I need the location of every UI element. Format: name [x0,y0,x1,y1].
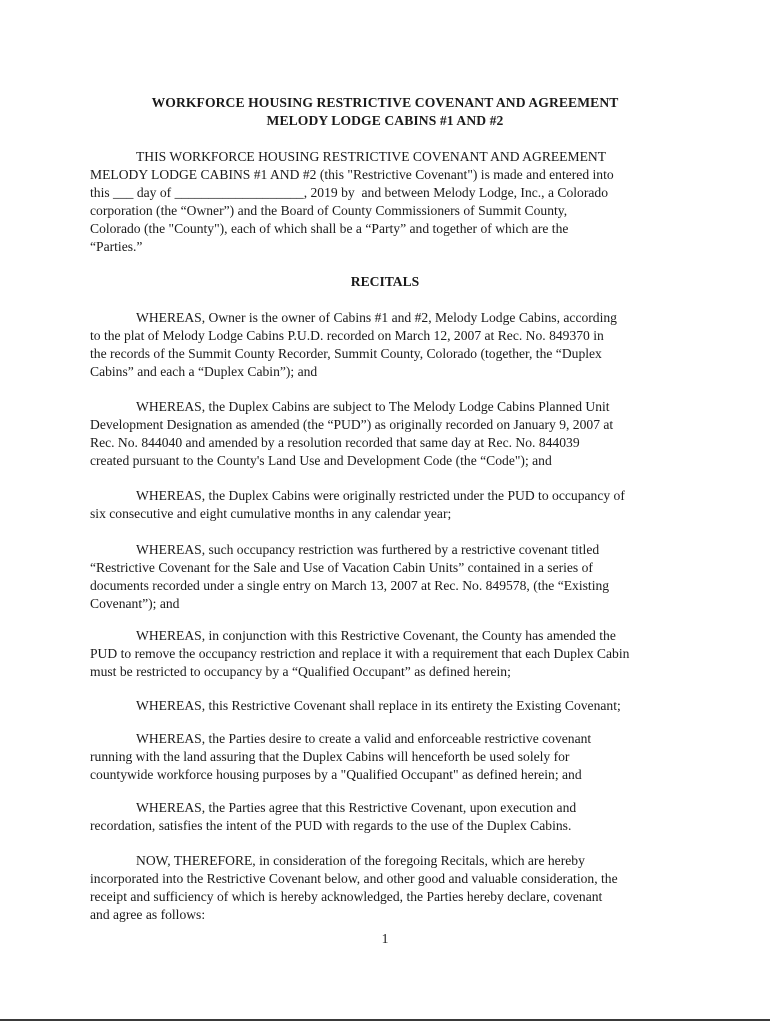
text-line: documents recorded under a single entry on March 13, 2007 at Rec. No. 849578, (the “Existing [90,578,610,593]
recital-paragraph [90,487,682,523]
page-bottom-divider [0,1019,770,1021]
text-line: running with the land assuring that the Duplex Cabins will henceforth be used solely for [90,749,570,764]
text-line: “Parties.” [90,239,143,254]
text-line: WHEREAS, in conjunction with this Restrictive Covenant, the County has amended the [136,628,616,643]
text-line: to the plat of Melody Lodge Cabins P.U.D. recorded on March 12, 2007 at Rec. No. 849370 in [90,328,604,343]
text-line: corporation (the “Owner”) and the Board of County Commissioners of Summit County, [90,203,568,218]
text-line: six consecutive and eight cumulative months in any calendar year; [90,506,452,521]
text-line: WHEREAS, the Parties desire to create a valid and enforceable restrictive covenant [136,731,592,746]
now-therefore-paragraph [90,852,682,924]
recital-paragraph [90,799,682,835]
recital-paragraph [90,730,682,784]
text-line: recordation, satisfies the intent of the PUD with regards to the use of the Duplex Cabins. [90,818,572,833]
text-line: Covenant”); and [90,596,180,611]
text-line: PUD to remove the occupancy restriction and replace it with a requirement that each Duplex Cabin [90,646,630,661]
document-title-line-1: WORKFORCE HOUSING RESTRICTIVE COVENANT AND AGREEMENT [151,95,619,110]
text-line: must be restricted to occupancy by a “Qualified Occupant” as defined herein; [90,664,511,679]
text-line: WHEREAS, the Duplex Cabins were originally restricted under the PUD to occupancy of [136,488,625,503]
text-line: incorporated into the Restrictive Covenant below, and other good and valuable consideration, the [90,871,618,886]
text-line: countywide workforce housing purposes by a "Qualified Occupant" as defined herein; and [90,767,582,782]
intro-paragraph [90,148,682,256]
text-line: “Restrictive Covenant for the Sale and Use of Vacation Cabin Units” contained in a series of [90,560,593,575]
text-line: receipt and sufficiency of which is hereby acknowledged, the Parties hereby declare, covenant [90,889,603,904]
text-line: WHEREAS, the Duplex Cabins are subject to The Melody Lodge Cabins Planned Unit [136,399,610,414]
text-line: and agree as follows: [90,907,206,922]
recital-paragraph [90,398,682,470]
text-line: Rec. No. 844040 and amended by a resolution recorded that same day at Rec. No. 844039 [90,435,580,450]
recital-paragraph [90,697,682,715]
recital-paragraph [90,309,682,381]
text-line: Development Designation as amended (the “PUD”) as originally recorded on January 9, 2007 at [90,417,614,432]
recitals-heading: RECITALS [350,274,420,289]
text-line: WHEREAS, such occupancy restriction was furthered by a restrictive covenant titled [136,542,600,557]
recital-paragraph [90,627,682,681]
text-line: created pursuant to the County's Land Use and Development Code (the “Code"); and [90,453,552,468]
recital-paragraph [90,541,682,613]
text-line: NOW, THEREFORE, in consideration of the foregoing Recitals, which are hereby [136,853,585,868]
text-line: Colorado (the "County"), each of which shall be a “Party” and together of which are the [90,221,569,236]
text-line: MELODY LODGE CABINS #1 AND #2 (this "Restrictive Covenant") is made and entered into [90,167,614,182]
text-line: WHEREAS, the Parties agree that this Restrictive Covenant, upon execution and [136,800,577,815]
text-line: Cabins” and each a “Duplex Cabin”); and [90,364,318,379]
page-number: 1 [381,931,389,946]
text-line: this ___ day of ___________________, 2019 by and between Melody Lodge, Inc., a Colorado [90,185,608,200]
text-line: the records of the Summit County Recorder, Summit County, Colorado (together, the “Duplex [90,346,602,361]
text-line: WHEREAS, Owner is the owner of Cabins #1 and #2, Melody Lodge Cabins, according [136,310,617,325]
text-line: THIS WORKFORCE HOUSING RESTRICTIVE COVENANT AND AGREEMENT [136,149,606,164]
text-line: WHEREAS, this Restrictive Covenant shall replace in its entirety the Existing Covenant; [136,698,621,713]
document-title-line-2: MELODY LODGE CABINS #1 AND #2 [266,113,504,128]
